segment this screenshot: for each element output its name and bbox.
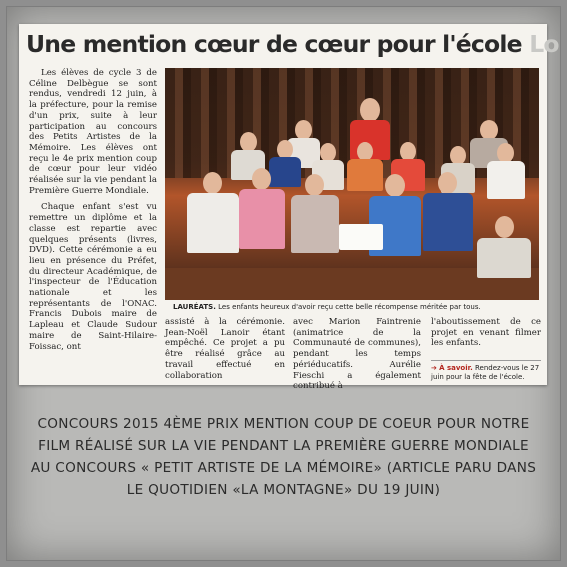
- person-body: [347, 159, 383, 191]
- article-paragraph: Chaque enfant s'est vu remettre un diplôme et la classe est repartie avec quelques présents (livres, DVD). Cette cérémonie a eu lieu en présence du Préfet, du directeur Académique, de l'inspecteur de l'Éducation nationale et les représentants de l'ONAC. Francis Dubois maire de Lapleau et Claude Sudour maire de Saint-Hilaire-Foissac, ont: [29, 202, 157, 352]
- article-paragraph: Les élèves de cycle 3 de Céline Delbègue se sont rendus, vendredi 12 juin, à la préfecture, pour la remise d'un prix, suite à leur participation au concours des Petits Artistes de la Mémoire. Les élèves ont reçu le 4e prix mention coup de cœur pour leur vidéo réalisée sur la vie pendant la Première Guerre Mondiale.: [29, 68, 157, 196]
- photo-caption-label: LAURÉATS.: [173, 303, 216, 311]
- person-head: [497, 143, 514, 163]
- class-photo: [165, 68, 539, 300]
- person-head: [203, 172, 222, 194]
- headline-ghost-text: Lo: [529, 30, 559, 58]
- article-column-middle-2: avec Marion Faintrenie (animatrice de la Communauté de communes), pendant les temps périéducatifs. Aurélie Fieschi a également contribué à: [293, 317, 421, 392]
- photo-caption-text: Les enfants heureux d'avoir reçu cette belle récompense méritée par tous.: [218, 303, 481, 311]
- article-column-middle-1: assisté à la cérémonie. Jean-Noël Lanoir étant empêché. Ce projet a pu être réalisé grâce au travail effectué en collaboration: [165, 317, 285, 381]
- person-head: [360, 98, 380, 122]
- person-head: [305, 174, 324, 196]
- person-body: [291, 195, 339, 253]
- person-head: [385, 174, 405, 197]
- person-body: [423, 193, 473, 251]
- photo-caption: [165, 300, 539, 314]
- person-head: [252, 168, 271, 190]
- person-head: [438, 172, 457, 194]
- a-savoir-box: [431, 360, 541, 381]
- a-savoir-label: À savoir.: [439, 364, 473, 372]
- arrow-right-icon: ➔: [431, 364, 437, 372]
- person-body: [477, 238, 531, 278]
- person-head: [240, 132, 257, 152]
- person-body: [269, 157, 301, 187]
- article-column-left: [29, 68, 157, 358]
- person-body: [187, 193, 239, 253]
- article-column-right: l'aboutissement de ce projet en venant filmer les enfants.: [431, 317, 541, 349]
- person-body: [239, 189, 285, 249]
- newspaper-clipping: [19, 24, 559, 392]
- post-caption: CONCOURS 2015 4ÈME PRIX MENTION COUP DE COEUR POUR NOTRE FILM RÉALISÉ SUR LA VIE PENDANT LA PREMIÈRE GUERRE MONDIALE AU CONCOURS « PETIT ARTISTE DE LA MÉMOIRE» (ARTICLE PARU DANS LE QUOTIDIEN «LA MONTAGNE» DU 19 JUIN): [30, 416, 537, 498]
- person-body: [487, 161, 525, 199]
- person-head: [495, 216, 514, 238]
- person-head: [295, 120, 312, 140]
- headline-text: Une mention cœur de cœur pour l'école: [26, 30, 522, 58]
- article-headline: [26, 30, 559, 58]
- a-savoir-text: Rendez-vous le 27 juin pour la fête de l'école.: [431, 364, 540, 381]
- diploma-certificate: [339, 224, 383, 250]
- person-head: [480, 120, 498, 140]
